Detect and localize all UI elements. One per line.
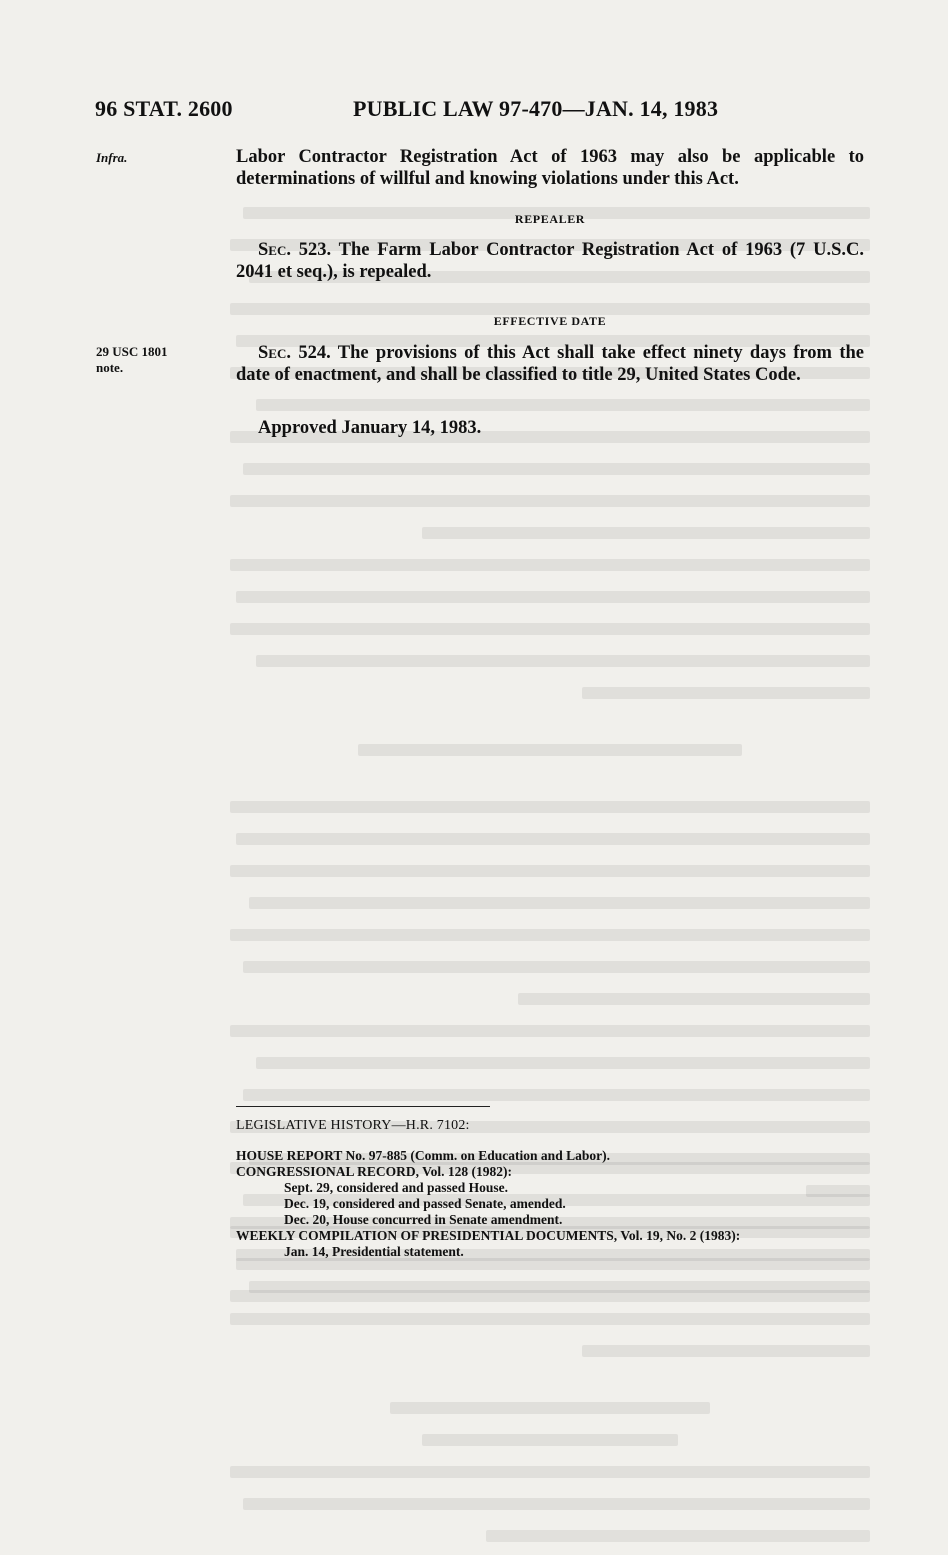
bleed-through-texture [230, 200, 870, 1555]
margin-note-usc-line2: note. [96, 360, 124, 375]
history-line: Jan. 14, Presidential statement. [284, 1244, 464, 1259]
intro-paragraph: Labor Contractor Registration Act of 1963 may also be applicable to determinations of willful and knowing violations under this Act. [236, 147, 864, 189]
section-524-label: Sec. 524. [258, 343, 331, 363]
history-line: Sept. 29, considered and passed House. [284, 1180, 509, 1195]
margin-note-usc-line1: 29 USC 1801 [96, 344, 168, 359]
history-line: HOUSE REPORT No. 97-885 (Comm. on Education and Labor). [236, 1148, 610, 1163]
legislative-history [236, 1118, 876, 1260]
section-524-text: The provisions of this Act shall take effect ninety days from the date of enactment, and shall be classified to title 29, United States Code. [236, 343, 864, 385]
section-524 [236, 342, 864, 386]
history-line: WEEKLY COMPILATION OF PRESIDENTIAL DOCUMENTS, Vol. 19, No. 2 (1983): [236, 1228, 741, 1243]
history-line: Dec. 20, House concurred in Senate amendment. [284, 1212, 563, 1227]
history-divider [236, 1106, 490, 1107]
public-law-title: PUBLIC LAW 97-470—JAN. 14, 1983 [353, 96, 719, 121]
history-line: Dec. 19, considered and passed Senate, amended. [284, 1196, 566, 1211]
statute-page-number: 96 STAT. 2600 [95, 96, 233, 121]
margin-note-usc [96, 344, 168, 376]
margin-note-infra: Infra. [96, 150, 128, 165]
approval-date: Approved January 14, 1983. [258, 418, 482, 438]
section-523-text: The Farm Labor Contractor Registration Act of 1963 (7 U.S.C. 2041 et seq.), is repealed. [236, 240, 864, 282]
repealer-heading: REPEALER [514, 212, 586, 226]
section-523 [236, 239, 864, 283]
section-523-label: Sec. 523. [258, 240, 332, 260]
legislative-history-title: LEGISLATIVE HISTORY—H.R. 7102: [236, 1118, 470, 1133]
history-line: CONGRESSIONAL RECORD, Vol. 128 (1982): [236, 1164, 513, 1179]
effective-date-heading: EFFECTIVE DATE [493, 314, 607, 328]
